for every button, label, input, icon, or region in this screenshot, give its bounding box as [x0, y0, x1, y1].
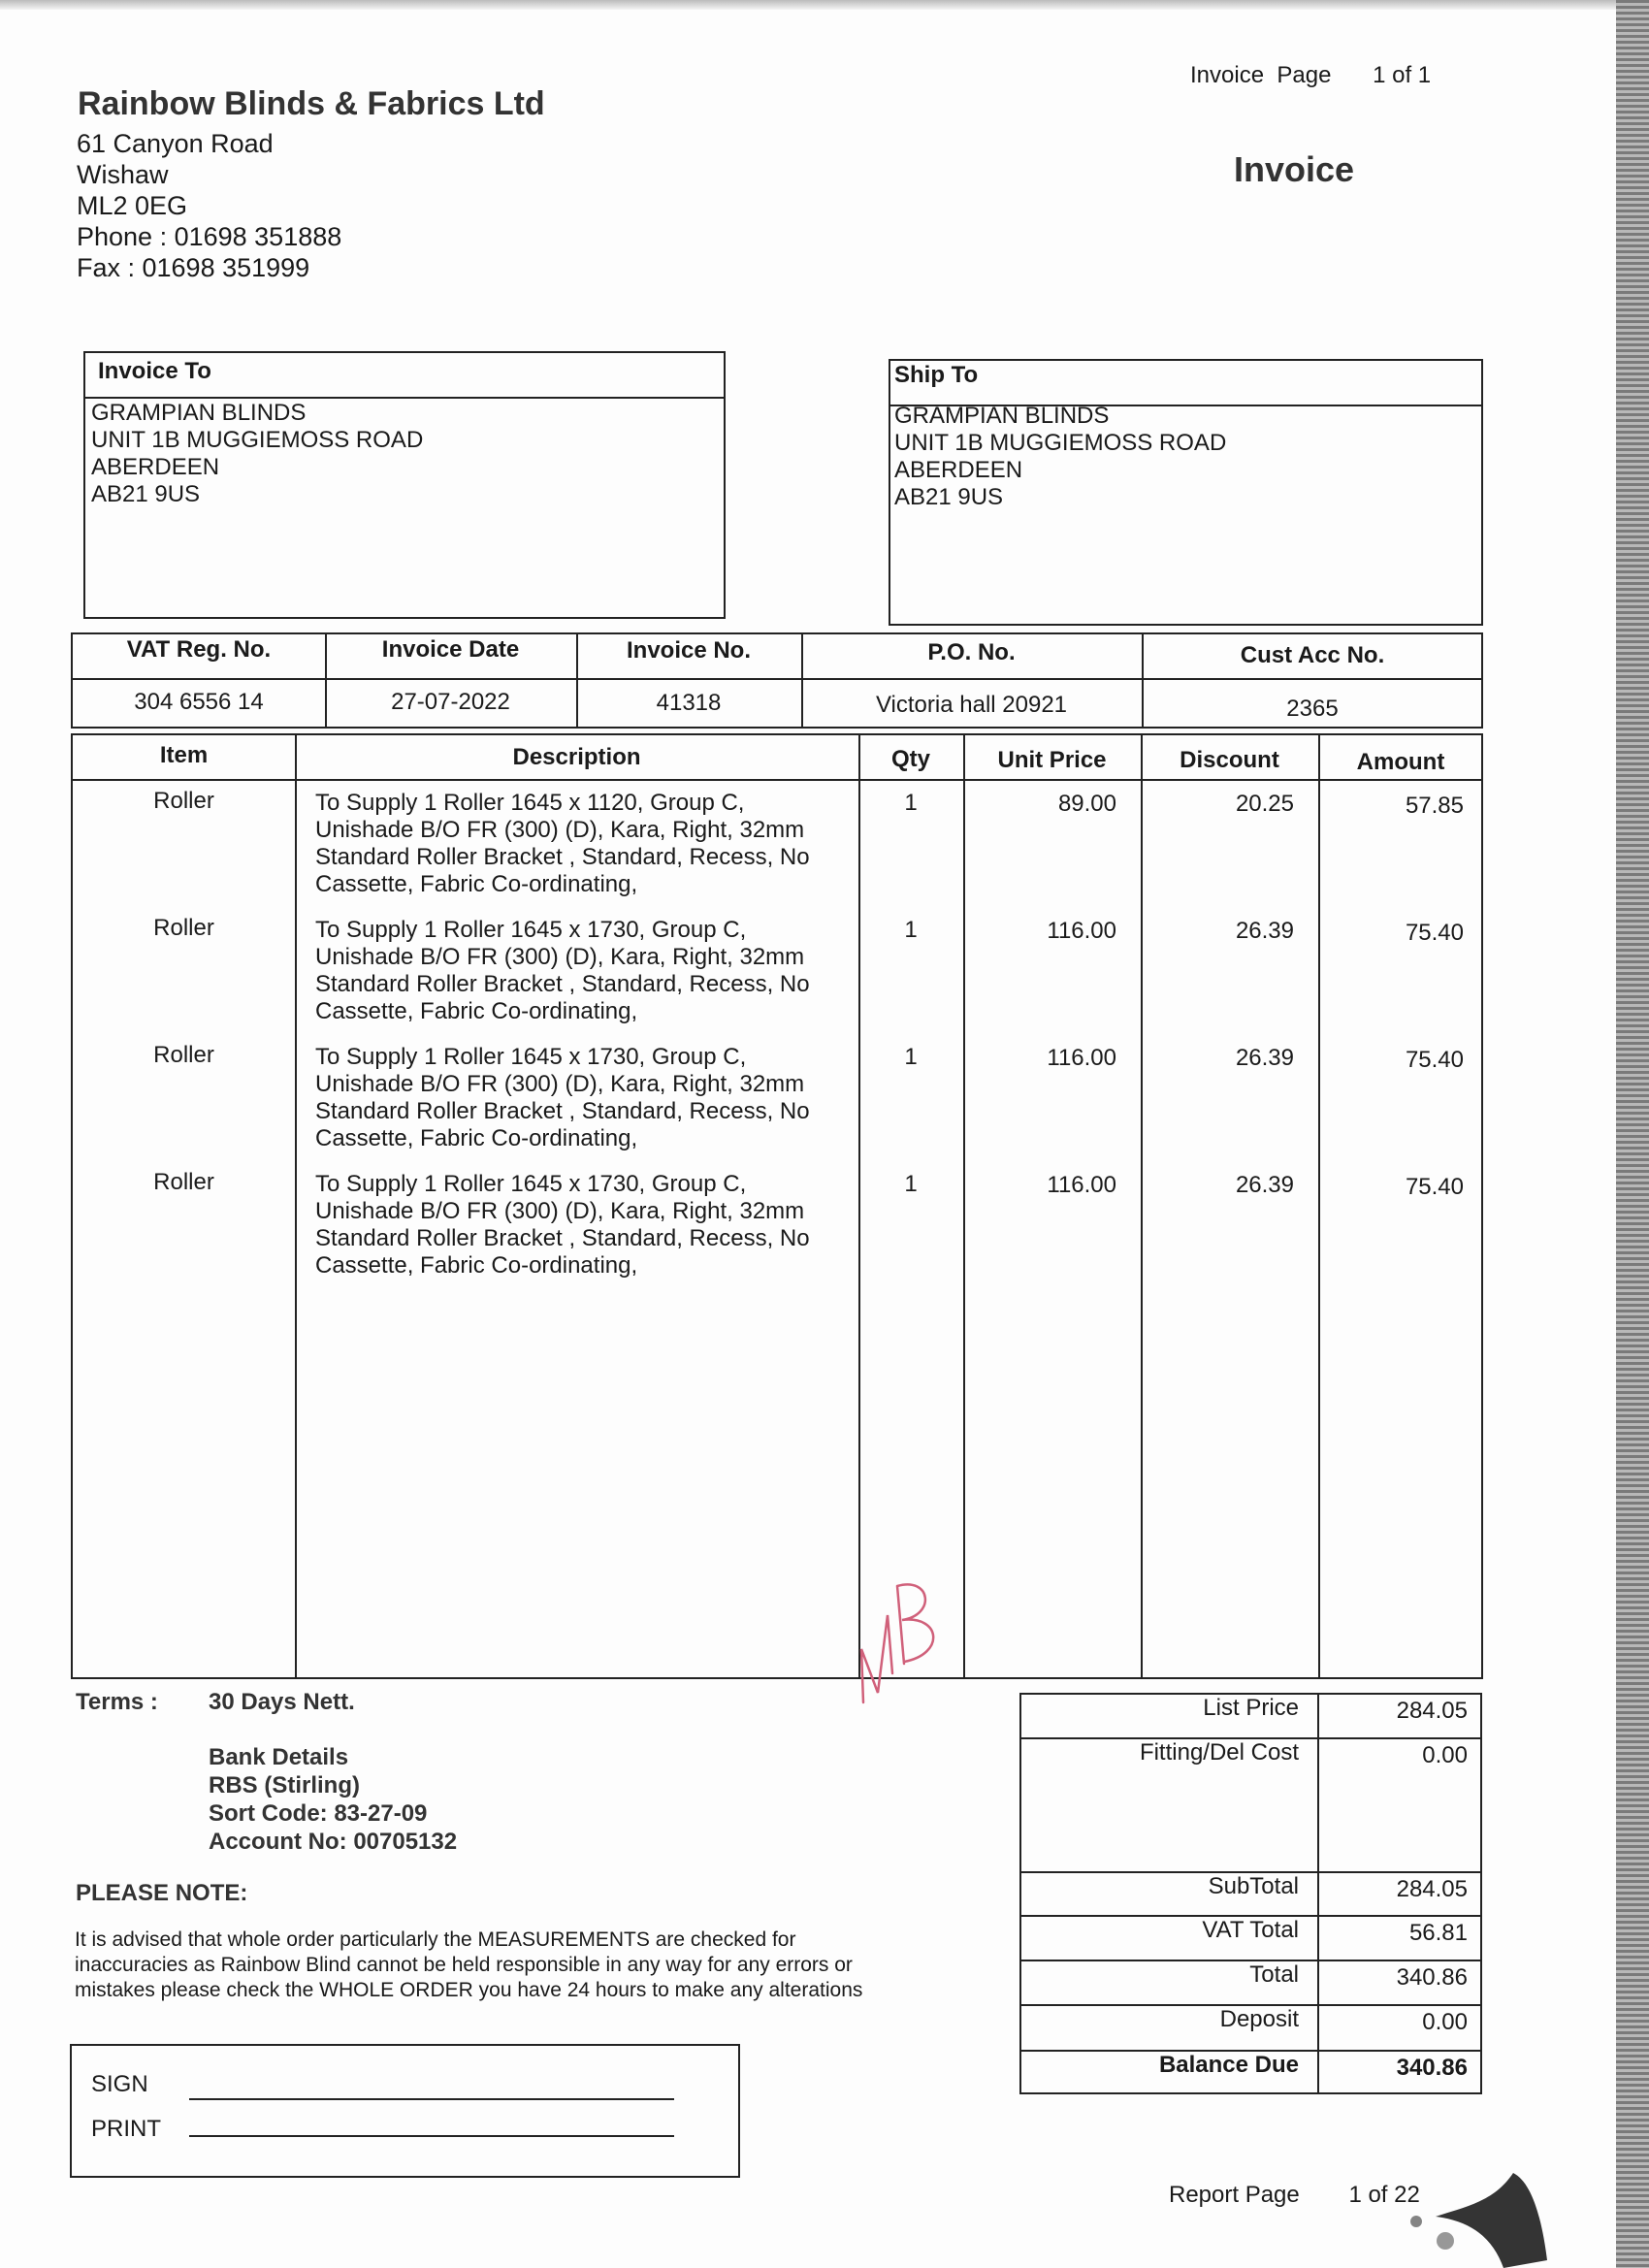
- terms-value: 30 Days Nett.: [209, 1689, 355, 1715]
- address-line: GRAMPIAN BLINDS: [894, 403, 1110, 429]
- address-line: UNIT 1B MUGGIEMOSS ROAD: [91, 427, 424, 453]
- item-description: [315, 790, 810, 898]
- total-label: Total: [1249, 1961, 1299, 1988]
- item-amount: 57.85: [1405, 793, 1464, 819]
- header-invoice-no: Invoice No.: [626, 637, 752, 664]
- company-fax: Fax : 01698 351999: [77, 253, 310, 282]
- description-line: Unishade B/O FR (300) (D), Kara, Right, 32mm: [315, 817, 805, 843]
- item-qty: 1: [904, 917, 918, 943]
- header-item: Item: [159, 742, 209, 768]
- address-line: ML2 0EG: [77, 191, 188, 220]
- note-line: mistakes please check the WHOLE ORDER you have 24 hours to make any alterations: [75, 1979, 863, 2001]
- invoice-page-label: Invoice Page: [1190, 62, 1332, 88]
- table-row: [73, 1169, 1483, 1296]
- balance-due-label: Balance Due: [1158, 2052, 1299, 2078]
- item-discount: 20.25: [1235, 791, 1294, 817]
- item-discount: 26.39: [1235, 1045, 1294, 1071]
- table-row: [73, 1042, 1483, 1169]
- note-line: inaccuracies as Rainbow Blind cannot be held responsible in any way for any errors or: [75, 1954, 853, 1976]
- note-line: It is advised that whole order particularly the MEASUREMENTS are checked for: [75, 1928, 796, 1951]
- header-invoice-date: Invoice Date: [381, 636, 520, 663]
- address-line: ABERDEEN: [91, 454, 220, 480]
- item-amount: 75.40: [1405, 1047, 1464, 1073]
- header-po-no: P.O. No.: [927, 639, 1016, 665]
- sign-label: SIGN: [91, 2071, 148, 2097]
- item-discount: 26.39: [1235, 918, 1294, 944]
- subtotal-value: 284.05: [1396, 1876, 1468, 1902]
- address-line: GRAMPIAN BLINDS: [91, 400, 307, 426]
- vat-total-label: VAT Total: [1202, 1917, 1299, 1943]
- item-unit-price: 116.00: [1047, 1045, 1116, 1071]
- invoice-to-box: [83, 351, 726, 619]
- item-type: Roller: [153, 1042, 214, 1068]
- description-line: To Supply 1 Roller 1645 x 1730, Group C,: [315, 1044, 747, 1070]
- terms-label: Terms :: [76, 1689, 158, 1715]
- sort-code: Sort Code: 83-27-09: [209, 1800, 428, 1827]
- report-page-value: 1 of 22: [1348, 2182, 1420, 2208]
- bank-details: [209, 1743, 457, 1856]
- company-address: [77, 128, 341, 283]
- invoice-page-value: 1 of 1: [1373, 62, 1432, 88]
- invoice-no-value: 41318: [656, 690, 722, 716]
- sign-line[interactable]: [189, 2098, 674, 2100]
- description-line: Cassette, Fabric Co-ordinating,: [315, 998, 638, 1024]
- item-unit-price: 89.00: [1057, 791, 1116, 817]
- description-line: To Supply 1 Roller 1645 x 1730, Group C,: [315, 1171, 747, 1197]
- print-label: PRINT: [91, 2116, 161, 2142]
- item-type: Roller: [153, 1169, 214, 1195]
- description-line: Cassette, Fabric Co-ordinating,: [315, 871, 638, 897]
- ship-to-address: [894, 403, 1226, 511]
- item-type: Roller: [153, 915, 214, 941]
- invoice-to-address: [91, 400, 423, 508]
- item-amount: 75.40: [1405, 1174, 1464, 1200]
- handwritten-initials-mb: [844, 1557, 951, 1712]
- vat-reg-value: 304 6556 14: [134, 689, 264, 715]
- header-unit-price: Unit Price: [997, 747, 1107, 773]
- item-description: [315, 1044, 810, 1152]
- header-amount: Amount: [1356, 749, 1445, 775]
- po-no-value: Victoria hall 20921: [875, 692, 1068, 718]
- scan-top-edge: [0, 0, 1649, 10]
- table-row: [73, 788, 1483, 915]
- description-line: Standard Roller Bracket , Standard, Recess, No: [315, 1098, 810, 1124]
- report-page-label: Report Page: [1169, 2182, 1300, 2208]
- fitting-del-cost-label: Fitting/Del Cost: [1139, 1739, 1299, 1766]
- item-unit-price: 116.00: [1047, 918, 1116, 944]
- total-value: 340.86: [1396, 1964, 1468, 1991]
- description-line: To Supply 1 Roller 1645 x 1120, Group C,: [315, 790, 745, 816]
- address-line: UNIT 1B MUGGIEMOSS ROAD: [894, 430, 1227, 456]
- address-line: AB21 9US: [894, 484, 1004, 510]
- invoice-page-indicator: [1190, 62, 1431, 89]
- company-name: Rainbow Blinds & Fabrics Ltd: [78, 85, 545, 122]
- header-qty: Qty: [890, 746, 930, 772]
- items-table: [71, 733, 1483, 1679]
- please-note-title: PLEASE NOTE:: [76, 1880, 248, 1906]
- description-line: Cassette, Fabric Co-ordinating,: [315, 1252, 638, 1279]
- company-phone: Phone : 01698 351888: [77, 222, 342, 251]
- deposit-value: 0.00: [1422, 2009, 1468, 2035]
- description-line: Cassette, Fabric Co-ordinating,: [315, 1125, 638, 1151]
- ship-to-label: Ship To: [894, 362, 979, 388]
- header-description: Description: [512, 744, 641, 770]
- ship-to-box: [889, 359, 1483, 626]
- item-description: [315, 917, 810, 1025]
- item-type: Roller: [153, 788, 214, 814]
- cust-acc-value: 2365: [1286, 696, 1339, 722]
- print-line[interactable]: [189, 2135, 674, 2137]
- invoice-info-table: [71, 632, 1483, 729]
- item-unit-price: 116.00: [1047, 1172, 1116, 1198]
- header-discount: Discount: [1180, 747, 1279, 773]
- vat-total-value: 56.81: [1408, 1920, 1468, 1946]
- account-number: Account No: 00705132: [209, 1829, 458, 1855]
- address-line: 61 Canyon Road: [77, 129, 274, 158]
- item-qty: 1: [904, 1044, 918, 1070]
- item-qty: 1: [904, 1171, 918, 1197]
- subtotal-label: SubTotal: [1208, 1873, 1299, 1899]
- address-line: ABERDEEN: [894, 457, 1023, 483]
- deposit-label: Deposit: [1219, 2006, 1299, 2032]
- item-description: [315, 1171, 810, 1280]
- invoice-date-value: 27-07-2022: [391, 689, 510, 715]
- description-line: Standard Roller Bracket , Standard, Recess, No: [315, 971, 810, 997]
- balance-due-value: 340.86: [1396, 2055, 1468, 2081]
- document-title: Invoice: [1234, 149, 1355, 189]
- list-price-value: 284.05: [1396, 1698, 1468, 1724]
- item-qty: 1: [904, 790, 918, 816]
- sign-box: [70, 2044, 740, 2178]
- address-line: Wishaw: [77, 160, 169, 189]
- address-line: AB21 9US: [91, 481, 201, 507]
- item-discount: 26.39: [1235, 1172, 1294, 1198]
- bank-name: RBS (Stirling): [209, 1772, 360, 1798]
- table-row: [73, 915, 1483, 1042]
- description-line: Standard Roller Bracket , Standard, Recess, No: [315, 1225, 810, 1251]
- header-cust-acc: Cust Acc No.: [1240, 642, 1385, 668]
- ink-smudge: [1377, 2163, 1610, 2268]
- description-line: Unishade B/O FR (300) (D), Kara, Right, 32mm: [315, 1198, 805, 1224]
- header-vat-reg: VAT Reg. No.: [126, 636, 272, 663]
- list-price-label: List Price: [1203, 1695, 1299, 1721]
- description-line: Standard Roller Bracket , Standard, Recess, No: [315, 844, 810, 870]
- item-amount: 75.40: [1405, 920, 1464, 946]
- invoice-to-label: Invoice To: [98, 358, 211, 384]
- totals-box: [1019, 1693, 1482, 2094]
- bank-details-title: Bank Details: [209, 1744, 349, 1770]
- description-line: To Supply 1 Roller 1645 x 1730, Group C,: [315, 917, 747, 943]
- scan-right-edge: [1616, 0, 1649, 2268]
- description-line: Unishade B/O FR (300) (D), Kara, Right, 32mm: [315, 1071, 805, 1097]
- please-note-text: [75, 1928, 862, 2003]
- fitting-del-cost-value: 0.00: [1422, 1742, 1468, 1768]
- description-line: Unishade B/O FR (300) (D), Kara, Right, 32mm: [315, 944, 805, 970]
